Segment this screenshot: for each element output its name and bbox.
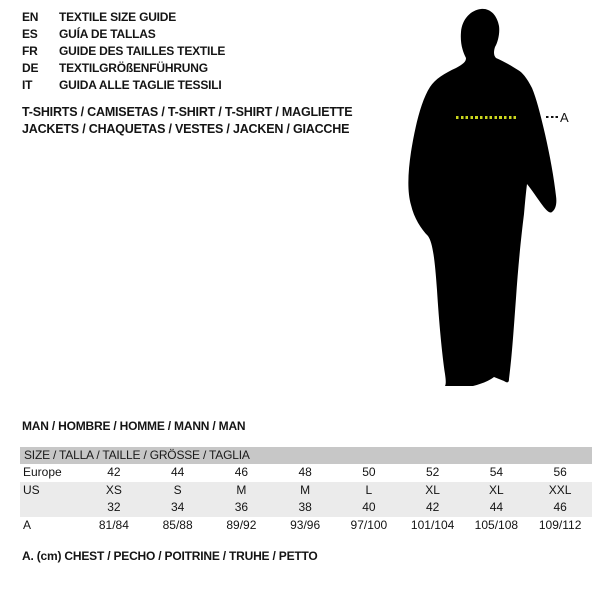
table-cell: M: [236, 482, 247, 497]
table-cell: 42: [107, 465, 121, 479]
measure-label-a: A: [560, 110, 569, 125]
table-cell: 46: [553, 500, 567, 514]
language-row: [22, 77, 225, 94]
language-label: GUÍA DE TALLAS: [59, 27, 156, 41]
category-line-tshirts: T-SHIRTS / CAMISETAS / T-SHIRT / T-SHIRT / MAGLIETTE: [22, 105, 353, 119]
table-cell: M: [300, 482, 311, 497]
footnote-chest-measure: A. (cm) CHEST / PECHO / POITRINE / TRUHE / PETTO: [22, 549, 318, 563]
language-label: GUIDE DES TAILLES TEXTILE: [59, 44, 226, 58]
size-table-header: SIZE / TALLA / TAILLE / GRÖSSE / TAGLIA: [20, 447, 592, 464]
language-code: DE: [22, 61, 39, 75]
row-label: US: [23, 482, 40, 497]
table-cell: L: [365, 482, 373, 497]
table-cell: 50: [362, 465, 376, 479]
language-list: [22, 9, 225, 94]
row-label: A: [23, 517, 32, 532]
chest-measure-dash-line: [456, 116, 517, 119]
table-cell: 97/100: [350, 517, 388, 532]
table-cell: 54: [489, 465, 504, 479]
table-cell: S: [173, 482, 182, 497]
row-label: Europe: [23, 465, 62, 479]
language-row: [22, 60, 225, 77]
table-cell: 44: [489, 500, 504, 514]
language-row: [22, 9, 225, 26]
table-cell: 48: [298, 465, 312, 479]
measure-pointer-dash: [546, 116, 559, 118]
table-row-europe: [20, 464, 592, 482]
language-code: IT: [22, 78, 33, 92]
table-row-chest-a: [20, 517, 592, 535]
garment-categories: [22, 104, 352, 138]
table-row-us: [20, 482, 592, 500]
table-cell: 89/92: [226, 517, 257, 532]
table-cell: 38: [298, 500, 312, 514]
language-code: ES: [22, 27, 38, 41]
language-row: [22, 26, 225, 43]
table-cell: 44: [170, 465, 185, 479]
table-row-numeric: [20, 499, 592, 517]
size-table: [20, 447, 592, 534]
table-cell: 42: [425, 500, 440, 514]
table-cell: 105/108: [474, 517, 519, 532]
table-cell: 32: [107, 500, 121, 514]
table-cell: XL: [489, 482, 504, 497]
table-cell: 101/104: [410, 517, 455, 532]
language-label: GUIDA ALLE TAGLIE TESSILI: [59, 78, 222, 92]
language-label: TEXTILE SIZE GUIDE: [59, 10, 177, 24]
category-line-jackets: JACKETS / CHAQUETAS / VESTES / JACKEN / GIACCHE: [22, 122, 350, 136]
table-cell: 109/112: [538, 517, 582, 532]
language-code: EN: [22, 10, 39, 24]
language-code: FR: [22, 44, 38, 58]
man-silhouette-icon: [400, 0, 570, 392]
table-cell: 81/84: [98, 517, 129, 532]
table-cell: XS: [105, 482, 122, 497]
table-cell: XXL: [548, 482, 572, 497]
table-cell: 93/96: [290, 517, 321, 532]
language-row: [22, 43, 225, 60]
table-cell: 34: [170, 500, 185, 514]
table-cell: 46: [234, 465, 249, 479]
table-cell: 40: [362, 500, 376, 514]
table-cell: 85/88: [162, 517, 193, 532]
table-cell: 36: [234, 500, 249, 514]
table-cell: XL: [425, 482, 440, 497]
section-title-man: MAN / HOMBRE / HOMME / MANN / MAN: [22, 419, 246, 433]
man-silhouette-figure: [400, 0, 570, 392]
language-label: TEXTILGRÖßENFÜHRUNG: [59, 61, 208, 75]
table-cell: 56: [553, 465, 567, 479]
table-cell: 52: [425, 465, 440, 479]
